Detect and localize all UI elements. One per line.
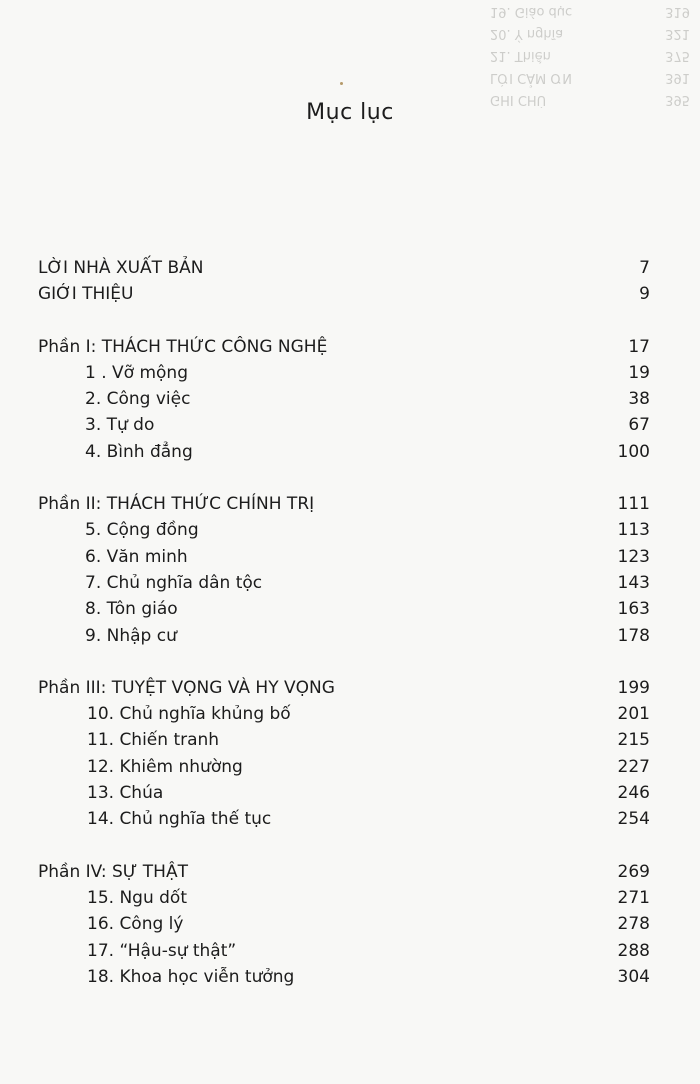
toc-page-number: 19 (628, 362, 650, 383)
toc-page-number: 100 (617, 441, 650, 462)
toc-page-number: 9 (639, 284, 650, 305)
toc-part-entry[interactable] (38, 862, 650, 888)
toc-label: 5. Cộng đồng (85, 520, 199, 541)
toc-label: Phần I: THÁCH THỨC CÔNG NGHỆ (38, 336, 328, 357)
toc-chapter-entry[interactable] (38, 415, 650, 441)
toc-label: 12. Khiêm nhường (87, 756, 243, 777)
toc-page-number: 271 (617, 887, 650, 908)
page-title: Mục lục (306, 100, 394, 125)
bleed-page: 391 (665, 70, 690, 85)
bleed-row (490, 22, 690, 44)
toc-page-number: 143 (617, 572, 650, 593)
toc-page-number: 163 (617, 599, 650, 620)
toc-chapter-entry[interactable] (38, 941, 650, 967)
toc-label: GIỚI THIỆU (38, 284, 134, 305)
toc-page-number: 278 (617, 914, 650, 935)
toc-label: 13. Chúa (87, 783, 164, 804)
toc-part-entry[interactable] (38, 494, 650, 520)
toc-label: 6. Văn minh (85, 546, 188, 567)
toc-chapter-entry[interactable] (38, 389, 650, 415)
bleed-page: 395 (665, 92, 690, 107)
toc-label: 15. Ngu dốt (87, 887, 187, 908)
toc-part-entry[interactable] (38, 678, 650, 704)
toc-chapter-entry[interactable] (38, 888, 650, 914)
toc-label: 4. Bình đẳng (85, 441, 193, 462)
bleed-label: 20. Ý nghĩa (490, 26, 564, 41)
toc-chapter-entry[interactable] (38, 967, 650, 993)
toc-label: 3. Tự do (85, 415, 155, 436)
paper-speck (340, 82, 343, 85)
toc-label: Phần IV: SỰ THẬT (38, 861, 188, 882)
toc-entry-front[interactable] (38, 284, 650, 310)
toc-page-number: 288 (617, 940, 650, 961)
bleed-page: 321 (665, 26, 690, 41)
section-gap (38, 652, 650, 678)
bleed-page: 319 (665, 4, 690, 19)
toc-page-number: 38 (628, 389, 650, 410)
toc-page-number: 269 (617, 861, 650, 882)
toc-page-number: 215 (617, 730, 650, 751)
toc-chapter-entry[interactable] (38, 626, 650, 652)
toc-chapter-entry[interactable] (38, 520, 650, 546)
bleed-page: 375 (665, 48, 690, 63)
toc-page-number: 113 (617, 520, 650, 541)
toc-chapter-entry[interactable] (38, 914, 650, 940)
bleed-label: LỜI CẢM ƠN (490, 70, 572, 85)
toc-page-number: 199 (617, 677, 650, 698)
toc-label: 7. Chủ nghĩa dân tộc (85, 572, 263, 593)
toc-label: 17. “Hậu-sự thật” (87, 940, 237, 961)
toc-chapter-entry[interactable] (38, 783, 650, 809)
toc-page-number: 111 (617, 494, 650, 515)
toc-label: 2. Công việc (85, 389, 191, 410)
bleed-row (490, 66, 690, 88)
section-gap (38, 468, 650, 494)
bleed-row (490, 0, 690, 22)
toc-chapter-entry[interactable] (38, 547, 650, 573)
toc-chapter-entry[interactable] (38, 442, 650, 468)
toc-chapter-entry[interactable] (38, 730, 650, 756)
toc-chapter-entry[interactable] (38, 363, 650, 389)
toc-page-number: 246 (617, 783, 650, 804)
toc-label: Phần III: TUYỆT VỌNG VÀ HY VỌNG (38, 677, 335, 698)
toc-page-number: 17 (628, 336, 650, 357)
toc-label: 14. Chủ nghĩa thế tục (87, 809, 272, 830)
toc-page-number: 304 (617, 966, 650, 987)
toc-label: 9. Nhập cư (85, 625, 177, 646)
bleed-row (490, 44, 690, 66)
toc-page-number: 227 (617, 756, 650, 777)
toc-label: 8. Tôn giáo (85, 599, 178, 620)
toc-chapter-entry[interactable] (38, 704, 650, 730)
toc-chapter-entry[interactable] (38, 599, 650, 625)
toc-page-number: 67 (628, 415, 650, 436)
toc-page-number: 178 (617, 625, 650, 646)
section-gap (38, 836, 650, 862)
toc-label: 18. Khoa học viễn tưởng (87, 966, 295, 987)
toc-chapter-entry[interactable] (38, 757, 650, 783)
section-gap (38, 311, 650, 337)
toc-label: Phần II: THÁCH THỨC CHÍNH TRỊ (38, 494, 315, 515)
toc-label: LỜI NHÀ XUẤT BẢN (38, 258, 204, 278)
toc-label: 16. Công lý (87, 914, 184, 935)
toc-page-number: 7 (639, 258, 650, 278)
toc-chapter-entry[interactable] (38, 809, 650, 835)
toc-page-number: 201 (617, 704, 650, 725)
bleed-label: 21. Thiền (490, 48, 551, 63)
toc-part-entry[interactable] (38, 337, 650, 363)
show-through-text (490, 0, 690, 110)
toc-label: 10. Chủ nghĩa khủng bố (87, 704, 291, 725)
toc-entry-front[interactable] (38, 258, 650, 284)
toc-page-number: 123 (617, 546, 650, 567)
toc-chapter-entry[interactable] (38, 573, 650, 599)
table-of-contents (38, 258, 650, 993)
bleed-label: GHI CHÚ (490, 92, 547, 107)
toc-label: 1 . Vỡ mộng (85, 362, 188, 383)
bleed-label: 19. Giáo dục (490, 4, 573, 19)
toc-page-number: 254 (617, 809, 650, 830)
toc-label: 11. Chiến tranh (87, 730, 220, 751)
